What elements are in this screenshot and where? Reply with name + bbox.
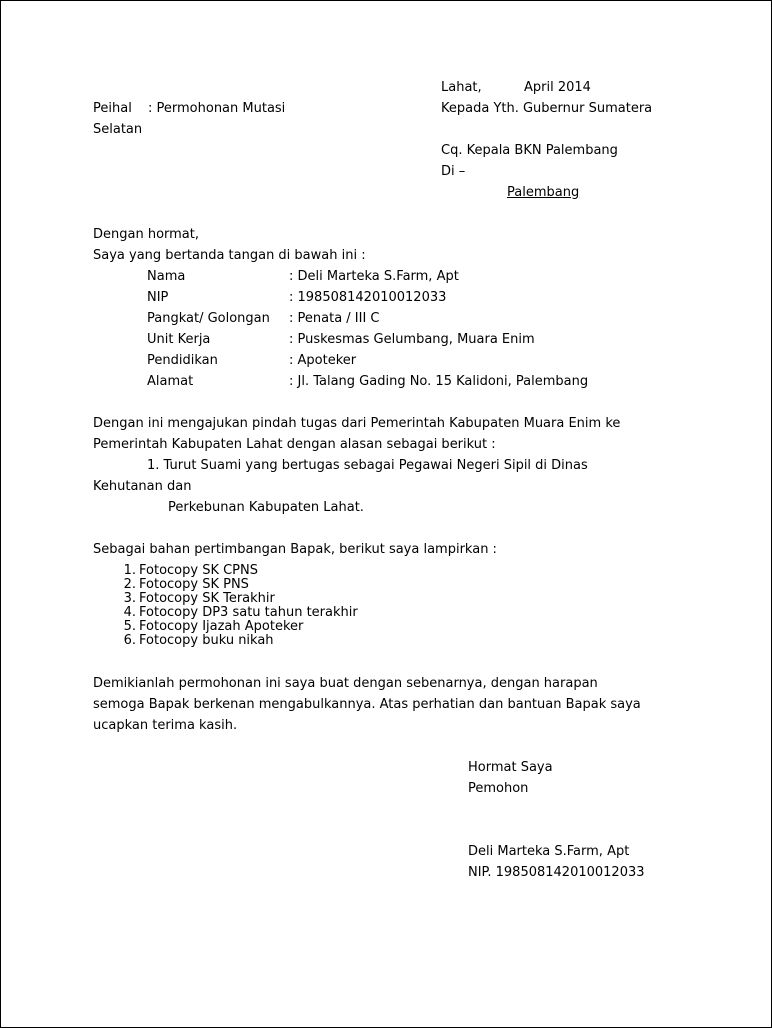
letter-date: April 2014: [524, 80, 591, 95]
intro: Saya yang bertanda tangan di bawah ini :: [93, 248, 366, 263]
list-item-text: Fotocopy SK PNS: [139, 577, 249, 592]
identity-label: Nama: [147, 269, 186, 284]
list-item-number: 1.: [123, 563, 136, 578]
list-item-text: Fotocopy buku nikah: [139, 633, 274, 648]
identity-label: NIP: [147, 290, 169, 305]
identity-label: Alamat: [147, 374, 194, 389]
addressee-city: Palembang: [507, 185, 580, 200]
list-item-text: Fotocopy SK Terakhir: [139, 591, 275, 606]
identity-value: : Apoteker: [289, 353, 357, 368]
request-line-2: Pemerintah Kabupaten Lahat dengan alasan sebagai berikut :: [93, 437, 496, 452]
addressee-line-1: Kepada Yth. Gubernur Sumatera: [441, 101, 653, 116]
identity-label: Pangkat/ Golongan: [147, 311, 270, 326]
attachments-intro: Sebagai bahan pertimbangan Bapak, berikut saya lampirkan :: [93, 542, 497, 557]
signature-name: Deli Marteka S.Farm, Apt: [468, 844, 630, 859]
identity-value: : 198508142010012033: [289, 290, 447, 305]
list-item-text: Fotocopy SK CPNS: [139, 563, 258, 578]
identity-label: Pendidikan: [147, 353, 218, 368]
signature-nip: NIP. 198508142010012033: [468, 865, 645, 880]
addressee-line-3: Di –: [441, 164, 466, 179]
closing-line-2: semoga Bapak berkenan mengabulkannya. Atas perhatian dan bantuan Bapak saya: [93, 697, 641, 712]
list-item-number: 4.: [123, 605, 136, 620]
closing-line-3: ucapkan terima kasih.: [93, 718, 238, 733]
identity-label: Unit Kerja: [147, 332, 211, 347]
closing-line-1: Demikianlah permohonan ini saya buat dengan sebenarnya, dengan harapan: [93, 676, 598, 691]
signature-role: Pemohon: [468, 781, 529, 796]
identity-value: : Deli Marteka S.Farm, Apt: [289, 269, 459, 284]
identity-value: : Puskesmas Gelumbang, Muara Enim: [289, 332, 535, 347]
list-item-number: 5.: [123, 619, 136, 634]
reason-1-wrap: Kehutanan dan: [93, 479, 192, 494]
letter-place: Lahat,: [441, 80, 482, 95]
greeting: Dengan hormat,: [93, 227, 200, 242]
list-item-number: 3.: [123, 591, 136, 606]
signature-salutation: Hormat Saya: [468, 760, 553, 775]
list-item-text: Fotocopy DP3 satu tahun terakhir: [139, 605, 358, 620]
reason-1-continued: Perkebunan Kabupaten Lahat.: [168, 500, 364, 515]
list-item-number: 6.: [123, 633, 136, 648]
identity-value: : Penata / III C: [289, 311, 380, 326]
request-line-1: Dengan ini mengajukan pindah tugas dari Pemerintah Kabupaten Muara Enim ke: [93, 416, 621, 431]
subject-value: : Permohonan Mutasi: [148, 101, 286, 116]
list-item-text: Fotocopy Ijazah Apoteker: [139, 619, 304, 634]
list-item-number: 2.: [123, 577, 136, 592]
identity-value: : Jl. Talang Gading No. 15 Kalidoni, Palembang: [289, 374, 589, 389]
subject-label: Peihal: [93, 101, 132, 116]
reason-1: 1. Turut Suami yang bertugas sebagai Pegawai Negeri Sipil di Dinas: [147, 458, 588, 473]
addressee-line-2: Cq. Kepala BKN Palembang: [441, 143, 618, 158]
subject-wrap: Selatan: [93, 122, 143, 137]
